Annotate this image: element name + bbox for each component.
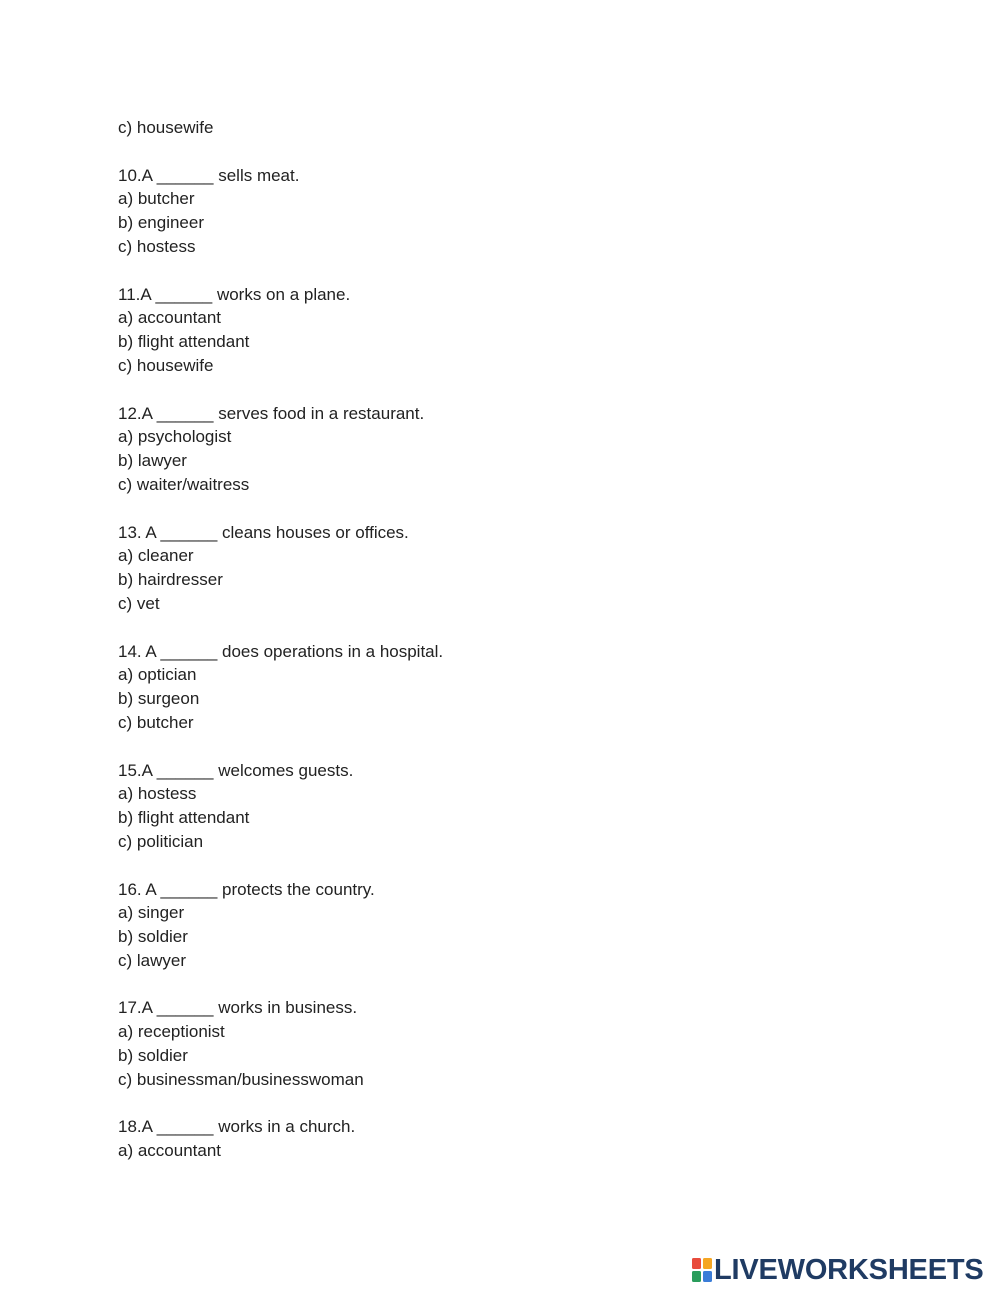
blank-line — [118, 735, 878, 759]
answer-option: b) soldier — [118, 927, 188, 947]
answer-option: a) butcher — [118, 189, 195, 209]
question-text: 13. A ______ cleans houses or offices. — [118, 522, 409, 542]
answer-option: a) accountant — [118, 1141, 222, 1161]
answer-option: c) lawyer — [118, 950, 187, 970]
blank-line — [118, 259, 878, 283]
answer-option: a) cleaner — [118, 546, 194, 566]
blank-line — [118, 378, 878, 402]
answer-option: c) housewife — [118, 118, 214, 137]
question-text: 11.A ______ works on a plane. — [118, 284, 351, 304]
question-text: 17.A ______ works in business. — [118, 998, 358, 1018]
blank-line — [118, 973, 878, 997]
question-text: 12.A ______ serves food in a restaurant. — [118, 403, 425, 423]
question-text: 14. A ______ does operations in a hospital. — [118, 641, 444, 661]
answer-option: b) flight attendant — [118, 332, 250, 352]
answer-option: c) businessman/businesswoman — [118, 1069, 364, 1089]
blank-line — [118, 1092, 878, 1116]
answer-option: a) hostess — [118, 784, 197, 804]
blank-line — [118, 140, 878, 164]
answer-option: a) receptionist — [118, 1022, 225, 1042]
question-text: 16. A ______ protects the country. — [118, 879, 375, 899]
answer-option: a) optician — [118, 665, 197, 685]
answer-option: b) hairdresser — [118, 570, 223, 590]
answer-option: c) housewife — [118, 355, 214, 375]
answer-option: c) waiter/waitress — [118, 474, 250, 494]
answer-option: c) butcher — [118, 712, 194, 732]
liveworksheets-logo-icon — [692, 1258, 712, 1282]
answer-option: a) accountant — [118, 308, 222, 328]
answer-option: b) engineer — [118, 213, 205, 233]
brand-name: LIVEWORKSHEETS — [714, 1254, 984, 1286]
question-text: 18.A ______ works in a church. — [118, 1117, 356, 1137]
answer-option: a) psychologist — [118, 427, 232, 447]
answer-option: b) soldier — [118, 1046, 188, 1066]
blank-line — [118, 616, 878, 640]
answer-option: b) lawyer — [118, 451, 187, 471]
blank-line — [118, 497, 878, 521]
answer-option: c) vet — [118, 593, 160, 613]
answer-option: b) surgeon — [118, 689, 200, 709]
question-text: 15.A ______ welcomes guests. — [118, 760, 354, 780]
liveworksheets-brand[interactable] — [692, 1255, 984, 1285]
answer-option: a) singer — [118, 903, 185, 923]
answer-option: c) hostess — [118, 236, 196, 256]
question-text: 10.A ______ sells meat. — [118, 165, 300, 185]
answer-option: b) flight attendant — [118, 808, 250, 828]
worksheet-content — [118, 116, 878, 1163]
blank-line — [118, 854, 878, 878]
answer-option: c) politician — [118, 831, 204, 851]
